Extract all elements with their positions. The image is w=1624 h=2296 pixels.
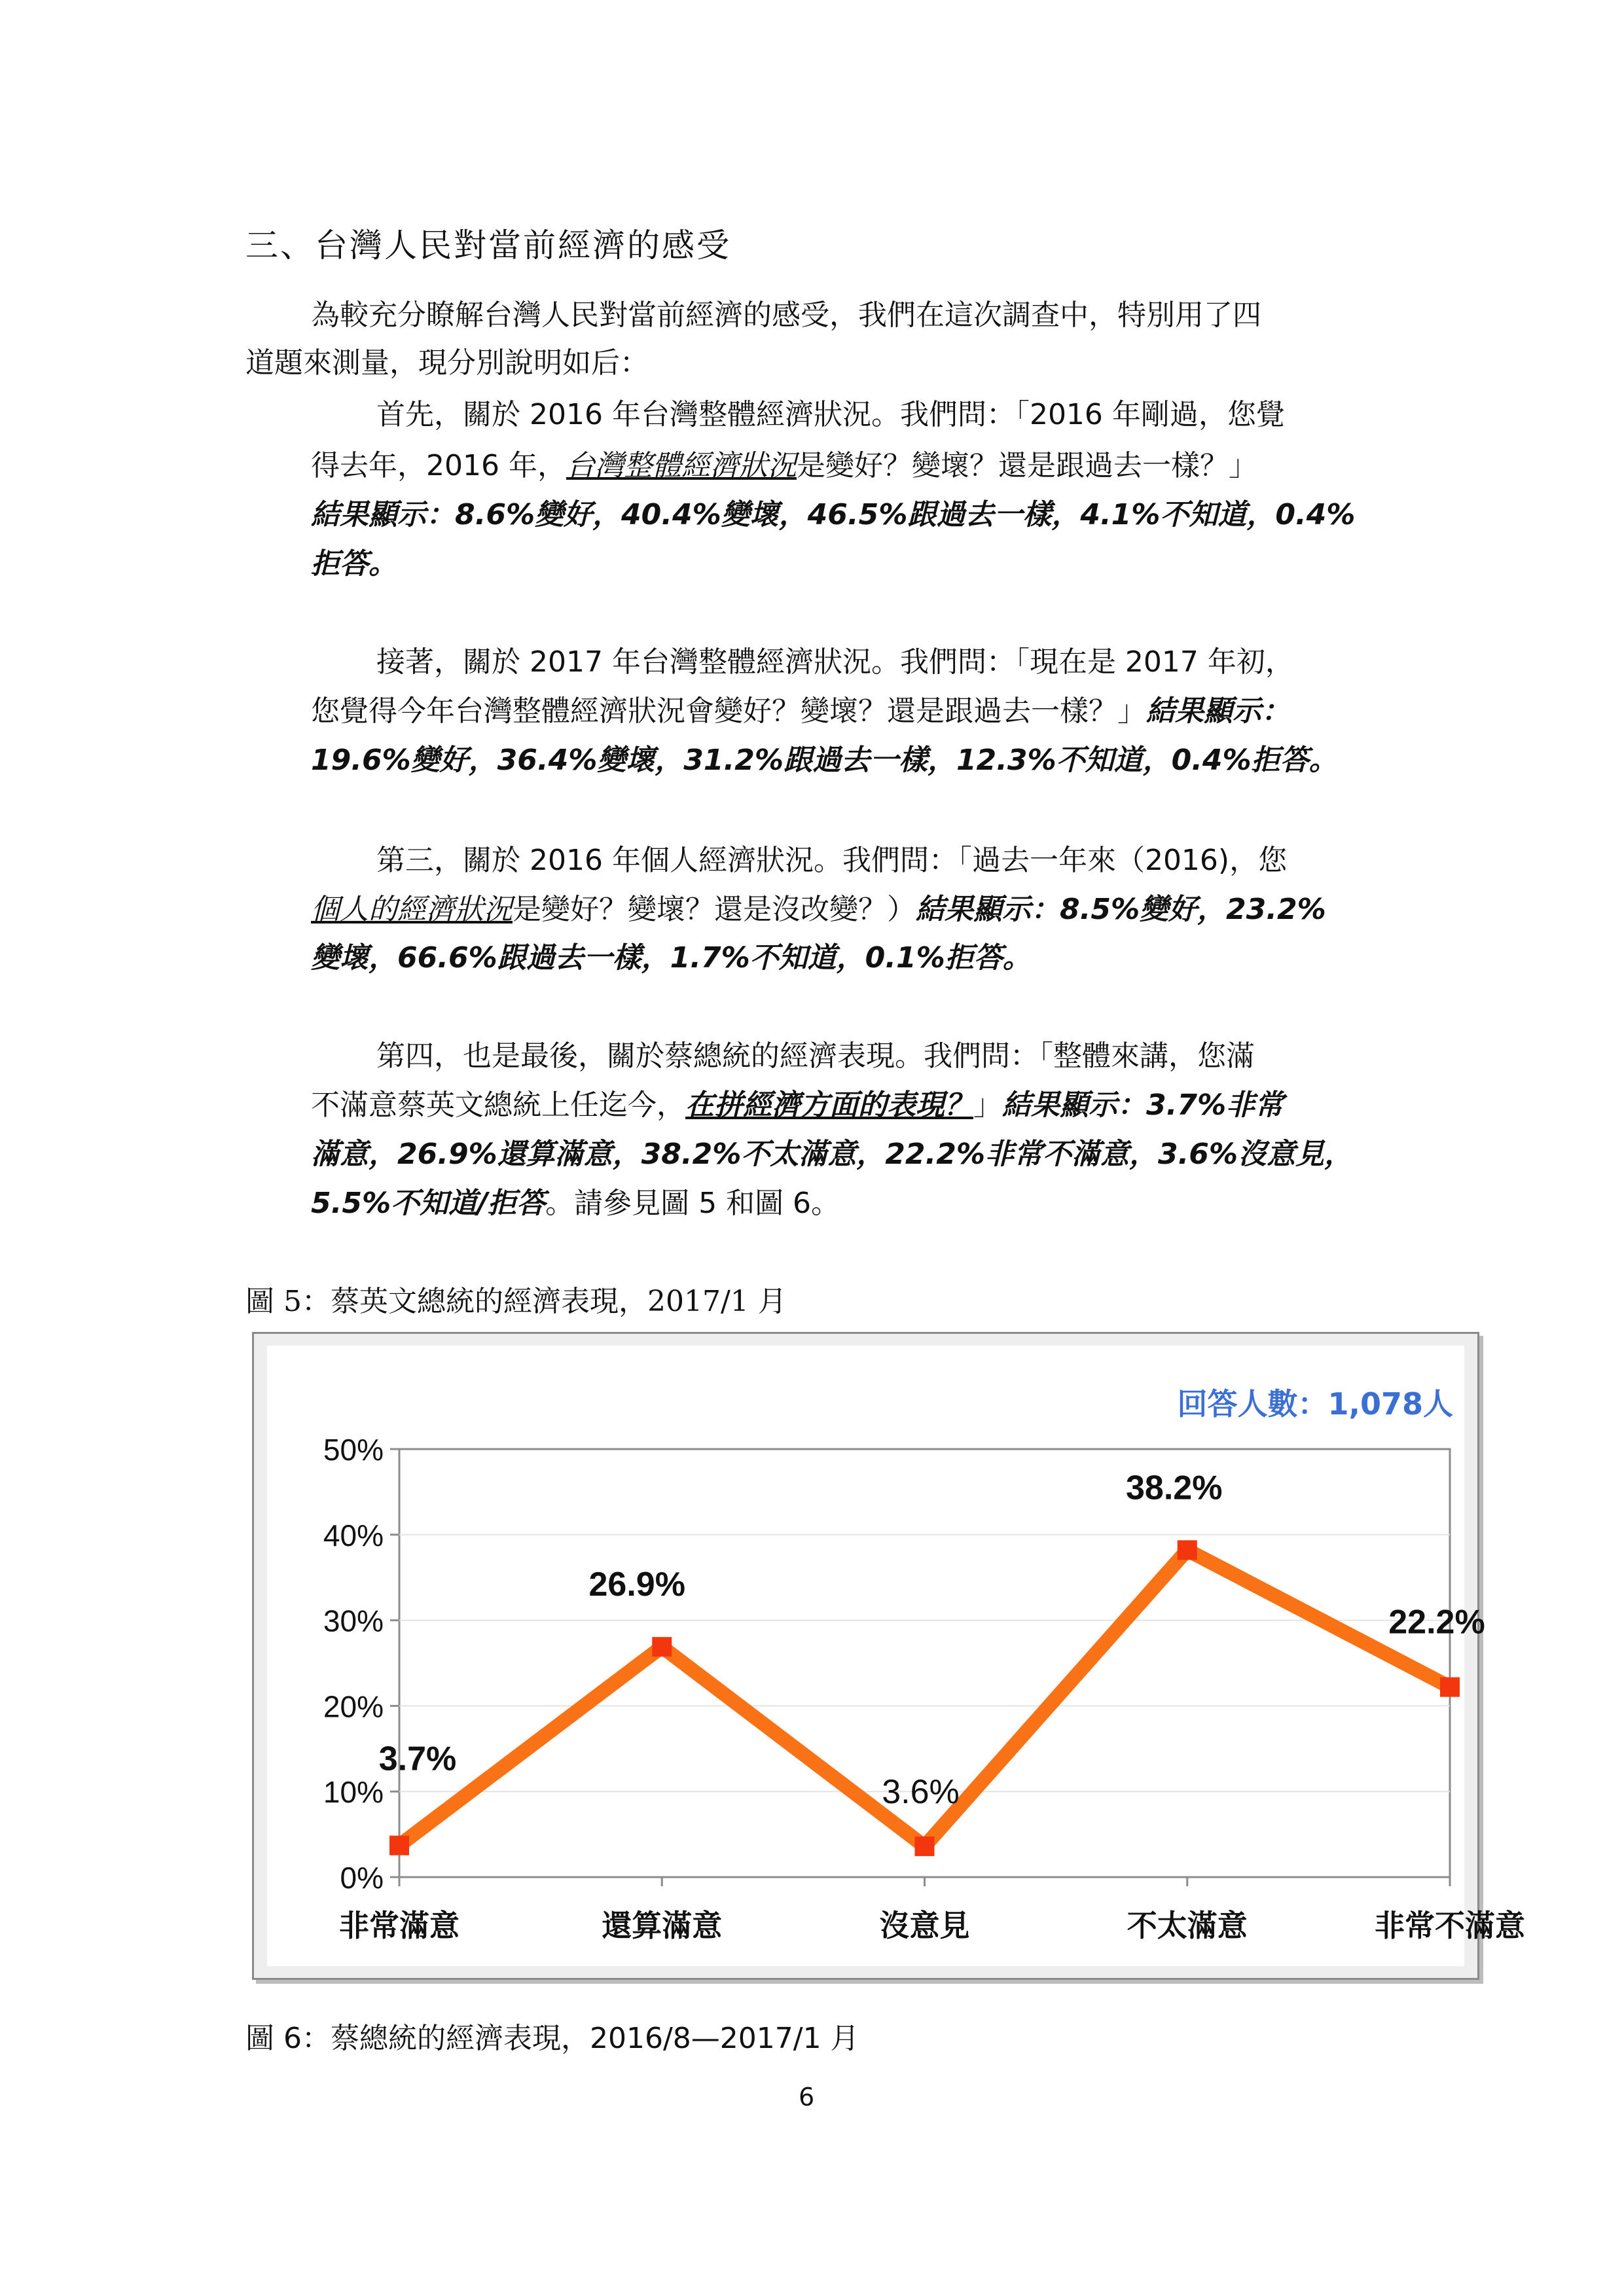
q4-line-1: 第四，也是最後，關於蔡總統的經濟表現。我們問：「整體來講，您滿 [376, 1039, 1255, 1073]
figure-6-caption: 圖 6：蔡總統的經濟表現，2016/8—2017/1 月 [245, 2022, 859, 2055]
q4-text-a: 不滿意蔡英文總統上任迄今， [311, 1088, 685, 1122]
data-label: 38.2% [1126, 1469, 1223, 1507]
x-category-label: 不太滿意 [1127, 1908, 1248, 1943]
data-point-marker [1178, 1540, 1197, 1560]
y-tick-label: 20% [323, 1689, 384, 1724]
section-heading: 三、台灣人民對當前經濟的感受 [245, 226, 731, 264]
y-tick-label: 0% [340, 1861, 384, 1895]
q1-underlined-topic: 台灣整體經濟狀況 [566, 449, 797, 482]
q1-text-a: 得去年，2016 年， [311, 449, 566, 482]
q2-text-a: 您覺得今年台灣整體經濟狀況會變好？變壞？還是跟過去一樣？」 [311, 694, 1146, 728]
q4-result-start: 結果顯示：3.7%非常 [1002, 1088, 1284, 1122]
q2-result-line: 19.6%變好，36.4%變壞，31.2%跟過去一樣，12.3%不知道，0.4%拒答。 [311, 744, 1338, 777]
page-number: 6 [799, 2083, 815, 2111]
data-point-marker [1440, 1677, 1460, 1697]
q4-text-b: 」 [973, 1088, 1002, 1122]
q3-line-2 [311, 895, 1326, 924]
y-tick-label: 40% [323, 1518, 384, 1552]
q4-result-end: 5.5%不知道/拒答 [311, 1187, 546, 1220]
data-point-marker [915, 1837, 935, 1856]
q1-line-1: 首先，關於 2016 年台灣整體經濟狀況。我們問：「2016 年剛過，您覺 [376, 398, 1285, 431]
y-tick-label: 30% [323, 1604, 384, 1638]
figure-5-caption: 圖 5：蔡英文總統的經濟表現，2017/1 月 [245, 1285, 787, 1318]
y-tick-label: 50% [323, 1433, 384, 1467]
q3-result-line: 變壞，66.6%跟過去一樣，1.7%不知道，0.1%拒答。 [311, 941, 1032, 975]
q1-text-b: 是變好？變壞？還是跟過去一樣？」 [796, 449, 1257, 482]
intro-line-2: 道題來測量，現分別說明如后： [245, 346, 649, 380]
data-point-marker [389, 1836, 409, 1856]
x-category-label: 還算滿意 [602, 1908, 723, 1943]
data-label: 3.6% [882, 1772, 960, 1811]
respondent-count-annotation: 回答人數：1,078人 [1177, 1386, 1453, 1422]
q4-underlined-topic: 在拼經濟方面的表現？ [685, 1088, 973, 1122]
chart-frame [252, 1332, 1525, 1980]
plot-border [399, 1449, 1450, 1877]
data-label: 3.7% [378, 1740, 457, 1778]
q2-line-1: 接著，關於 2017 年台灣整體經濟狀況。我們問：「現在是 2017 年初， [376, 645, 1294, 679]
q1-line-2 [311, 449, 1257, 482]
q3-underlined-topic: 個人的經濟狀況 [311, 893, 513, 926]
q1-result-line: 結果顯示：8.6%變好，40.4%變壞，46.5%跟過去一樣，4.1%不知道，0.4% [311, 498, 1356, 531]
line-chart [267, 1346, 1525, 1966]
q3-line-1: 第三，關於 2016 年個人經濟狀況。我們問：「過去一年來（2016)，您 [376, 844, 1288, 877]
chart-area [267, 1346, 1525, 1966]
q4-result-line: 滿意，26.9%還算滿意，38.2%不太滿意，22.2%非常不滿意，3.6%沒意見， [311, 1138, 1353, 1171]
q1-result-line-2: 拒答。 [311, 547, 397, 581]
q4-line-4 [311, 1189, 840, 1218]
data-point-marker [652, 1637, 672, 1657]
x-category-label: 沒意見 [879, 1908, 970, 1943]
q3-text-a: 是變好？變壞？還是沒改變？） [513, 893, 916, 926]
data-label: 22.2% [1388, 1603, 1485, 1641]
x-category-label: 非常滿意 [339, 1908, 460, 1943]
intro-line-1: 為較充分瞭解台灣人民對當前經濟的感受，我們在這次調查中，特別用了四 [311, 298, 1261, 332]
q2-line-2 [311, 694, 1290, 728]
q4-text-c: 。請參見圖 5 和圖 6。 [545, 1187, 840, 1220]
q2-result-label: 結果顯示： [1146, 694, 1290, 728]
data-label: 26.9% [588, 1566, 685, 1604]
q4-line-2 [311, 1088, 1284, 1122]
x-category-label: 非常不滿意 [1375, 1908, 1525, 1943]
y-tick-label: 10% [323, 1775, 384, 1810]
q3-result-start: 結果顯示：8.5%變好，23.2% [916, 893, 1326, 926]
